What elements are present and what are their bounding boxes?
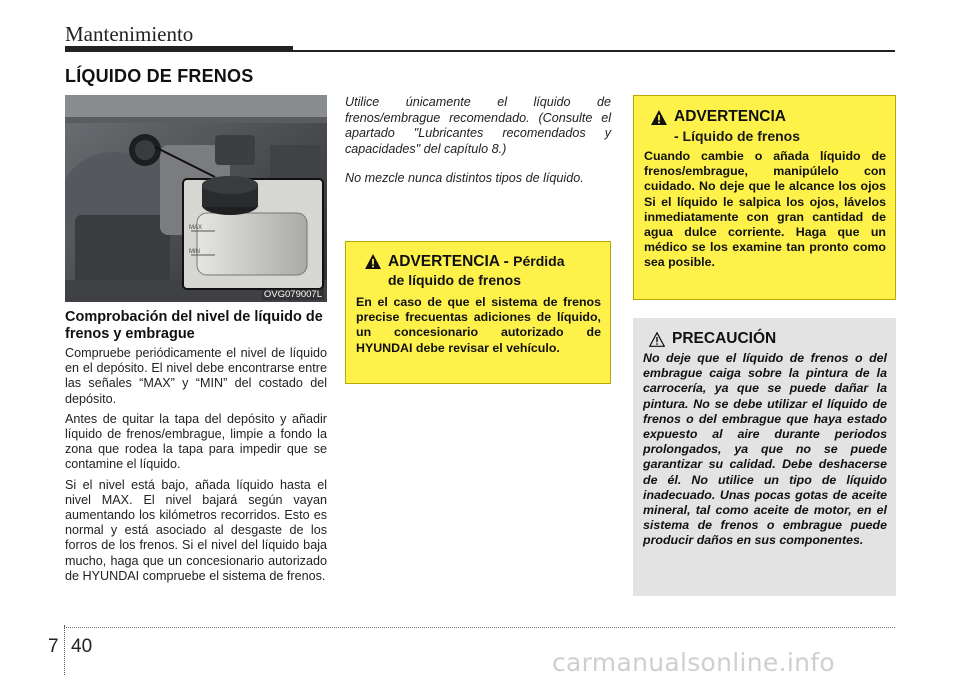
warning-triangle-icon — [365, 254, 381, 269]
paragraph: Compruebe periódicamente el nivel de líquido en el depósito. El nivel debe encontrarse entre las señales “MAX” y “MIN” del costado del depósito. — [65, 346, 327, 406]
figure-code: OVG079007L — [263, 289, 322, 300]
chapter-number: 7 — [48, 636, 59, 657]
min-mark: MIN — [189, 249, 200, 255]
header-rule-thick — [65, 46, 293, 52]
warning-title: ADVERTENCIA — [674, 108, 786, 125]
warning-brake-fluid — [633, 95, 896, 300]
header-rule-thin — [293, 50, 895, 52]
section-title: LÍQUIDO DE FRENOS — [65, 66, 254, 86]
paragraph: Si el nivel está bajo, añada líquido hasta el nivel MAX. El nivel bajará según vayan aumentando los kilómetros recorridos. Esto es normal y está asociado al desgaste de los forros de los frenos. Si el nivel del líquido baja mucho, haga que un concesionario autorizado de HYUNDAI compruebe el sistema de frenos. — [65, 477, 327, 583]
warning-title: ADVERTENCIA - Pérdida de líquido de frenos — [388, 253, 565, 288]
warning-fluid-loss — [345, 241, 611, 384]
subsection-heading: Comprobación del nivel de líquido de frenos y embrague — [65, 309, 323, 342]
footer-divider — [64, 625, 65, 675]
page-number: 40 — [71, 636, 93, 657]
footer-rule — [64, 627, 895, 628]
warning-subtitle: - Líquido de frenos — [674, 128, 800, 144]
check-body — [65, 346, 327, 589]
paragraph: Antes de quitar la tapa del depósito y añadir líquido de frenos/embrague, limpie a fondo la zona que rodea la tapa para impedir que se contamine el líquido. — [65, 411, 327, 472]
engine-photo — [65, 95, 327, 302]
caution-body: No deje que el líquido de frenos o del embrague caiga sobre la pintura de la carrocería, ya que se puede dañar la pintura. No se debe utilizar el líquido de frenos o del embrague que haya estado expuesto al aire durante periodos prolongados, ya que no se puede garantizar su calidad. Debe deshacerse de él. No utilice un tipo de líquido inadecuado. Unas pocas gotas de aceite mineral, tal como aceite de motor, en el sistema de frenos o embrague puede producir daños en sus componentes. — [643, 351, 887, 548]
watermark: carmanualsonline.info — [552, 648, 835, 677]
fluid-notes — [345, 95, 611, 201]
max-mark: MAX — [189, 225, 203, 231]
note-recommended-fluid: Utilice únicamente el líquido de frenos/embrague recomendado. (Consulte el apartado "Lubricantes recomendados y capacidades" del capítulo 8.) — [345, 95, 611, 156]
caution-title: PRECAUCIÓN — [672, 330, 777, 347]
caution-triangle-icon — [649, 332, 665, 347]
engine-illustration — [65, 95, 327, 302]
warning-body: En el caso de que el sistema de frenos precise frecuentas adiciones de líquido, un concesionario autorizado de HYUNDAI debe revisar el vehículo. — [356, 295, 601, 355]
running-header: Mantenimiento — [65, 22, 194, 46]
warning-triangle-icon — [651, 110, 667, 125]
warning-body: Cuando cambie o añada líquido de frenos/embrague, manipúlelo con cuidado. No deje que le alcance los ojos Si el líquido le salpica los ojos, lávelos inmediatamente con gran cantidad de agua dulce corriente. Haga que un médico se los examine tan pronto como sea posible. — [644, 149, 886, 270]
caution-box — [633, 318, 896, 596]
note-no-mixing: No mezcle nunca distintos tipos de líquido. — [345, 171, 584, 186]
